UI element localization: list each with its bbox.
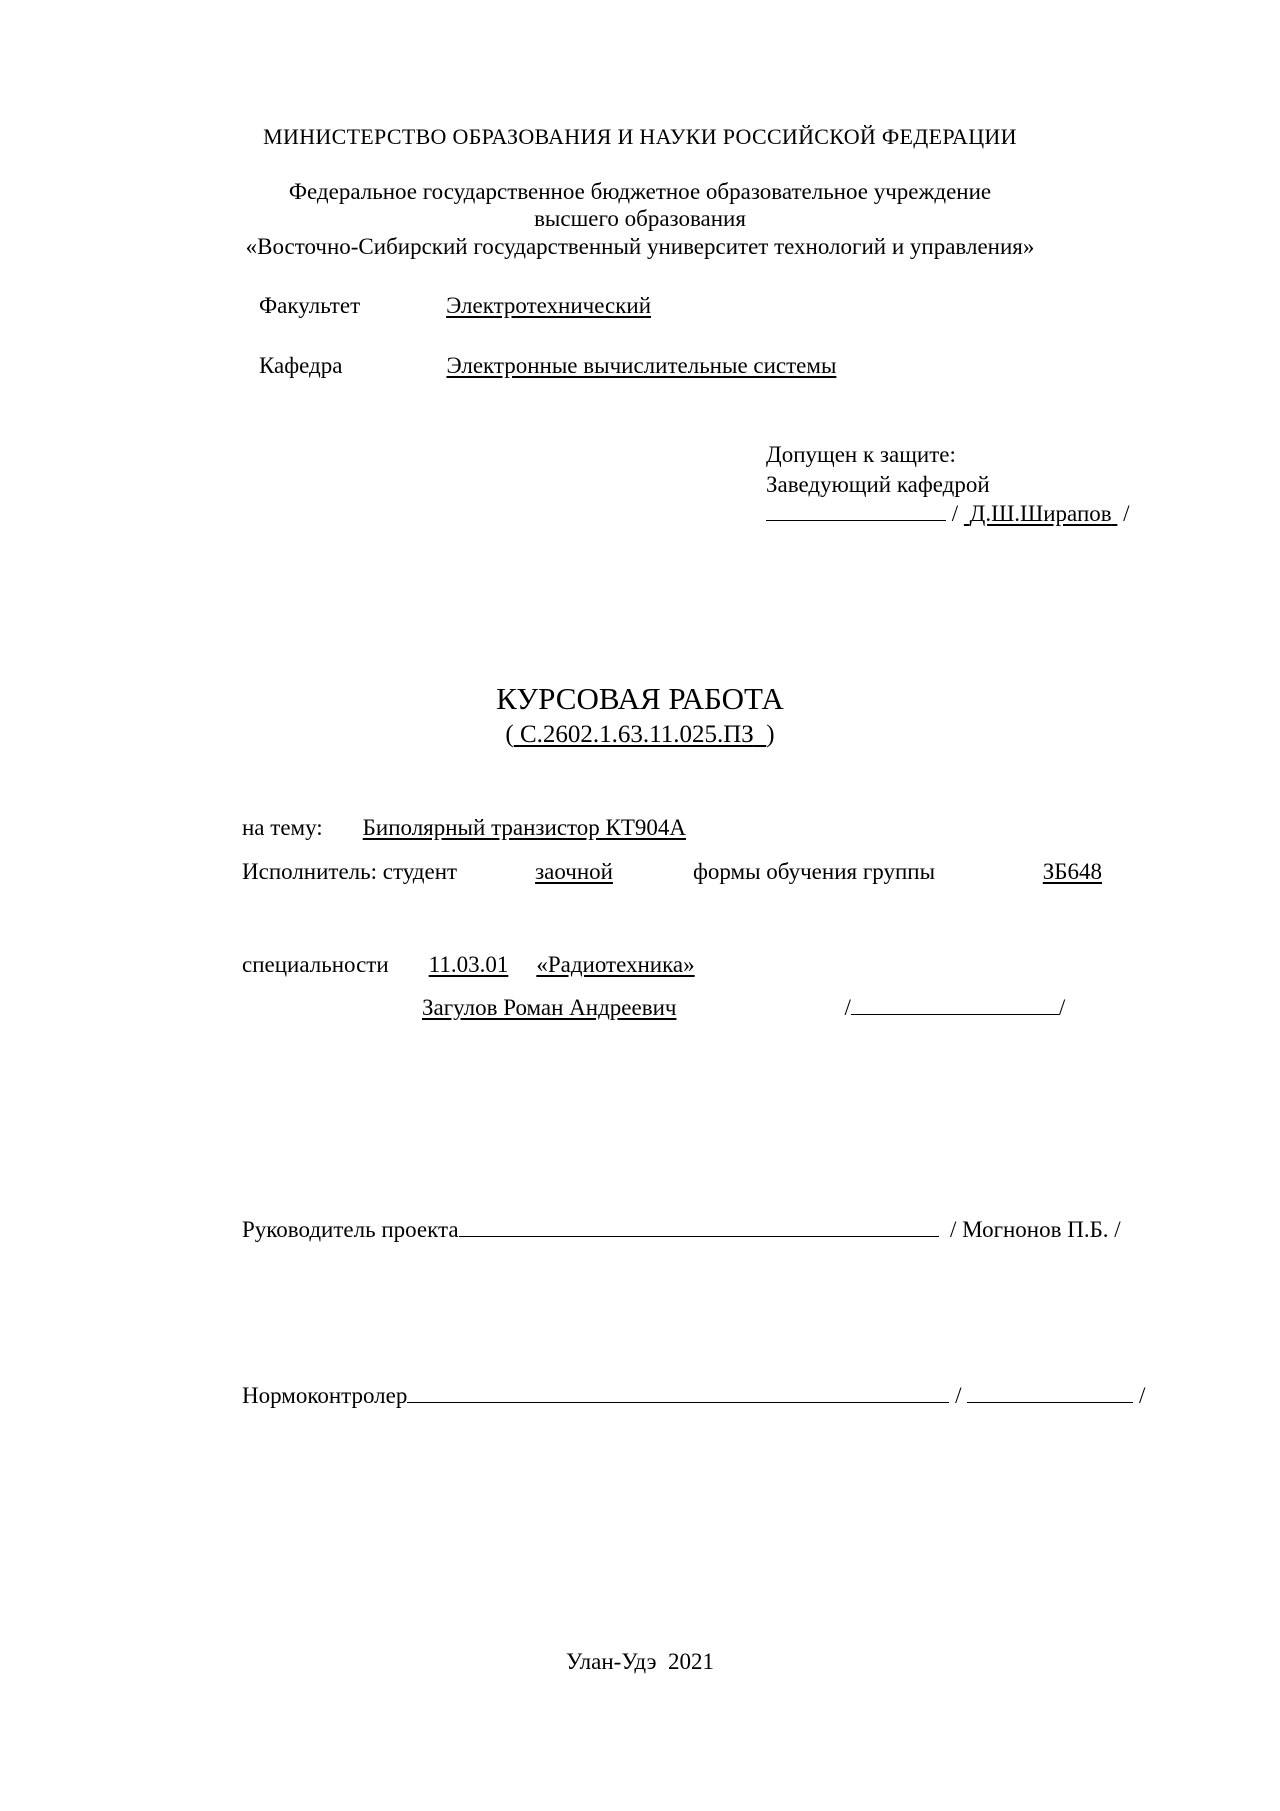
footer-city-year	[0, 1650, 1280, 1673]
ministry-heading: МИНИСТЕРСТВО ОБРАЗОВАНИЯ И НАУКИ РОССИЙСКОЙ ФЕДЕРАЦИИ	[263, 124, 1017, 149]
specialty-label: специальности	[242, 952, 389, 977]
approval-line-1: Допущен к защите:	[766, 442, 956, 467]
institution-line-3: «Восточно-Сибирский государственный университет технологий и управления»	[245, 234, 1035, 259]
approval-separator: /	[946, 501, 964, 526]
signature-blank	[766, 519, 946, 521]
approval-signature-row	[766, 502, 1130, 525]
supervisor-name: / Могнонов П.Б. /	[950, 1217, 1121, 1242]
student-name: Загулов Роман Андреевич	[422, 995, 677, 1020]
approval-end: /	[1117, 501, 1130, 526]
specialty-value: 11.03.01 «Радиотехника»	[428, 952, 695, 977]
supervisor-signature-blank	[459, 1235, 939, 1237]
head-of-department-name: Д.Ш.Ширапов	[969, 501, 1112, 526]
study-form-suffix: формы обучения группы	[692, 859, 936, 884]
document-code-row: ( С.2602.1.63.11.025.ПЗ )	[505, 721, 775, 748]
normcontrol-name-blank	[967, 1401, 1133, 1403]
executor-label: Исполнитель: студент	[242, 859, 458, 884]
normcontrol-label: Нормоконтролер	[242, 1383, 408, 1408]
topic-label: на тему:	[242, 815, 323, 840]
institution-line-2: высшего образования	[534, 206, 746, 231]
approval-line-2: Заведующий кафедрой	[766, 472, 990, 497]
document-code: С.2602.1.63.11.025.ПЗ	[519, 721, 754, 748]
department-label: Кафедра	[259, 353, 343, 378]
normcontrol-row: Нормоконтролер / /	[242, 1383, 1146, 1408]
topic-row	[242, 816, 1101, 839]
department-value: Электронные вычислительные системы	[446, 353, 837, 378]
footer-city: Улан-Удэ	[565, 1649, 657, 1674]
footer-year: 2021	[668, 1649, 715, 1674]
group-number: ЗБ648	[1042, 859, 1103, 884]
department-row	[259, 354, 1062, 377]
faculty-row	[259, 294, 1077, 317]
institution-line-1: Федеральное государственное бюджетное образовательное учреждение	[288, 179, 992, 204]
student-row: Загулов Роман Андреевич / /	[246, 996, 1065, 1019]
faculty-label: Факультет	[259, 293, 361, 318]
faculty-value: Электротехнический	[446, 293, 652, 318]
supervisor-row	[242, 1218, 1121, 1241]
supervisor-label: Руководитель проекта	[242, 1217, 459, 1242]
document-title: КУРСОВАЯ РАБОТА	[496, 681, 784, 716]
executor-row	[242, 860, 1102, 883]
normcontrol-signature-blank	[407, 1401, 949, 1403]
study-form: заочной	[535, 859, 613, 884]
specialty-row	[242, 953, 820, 976]
topic-value: Биполярный транзистор КТ904А	[362, 815, 687, 840]
student-signature-blank	[851, 1013, 1059, 1015]
